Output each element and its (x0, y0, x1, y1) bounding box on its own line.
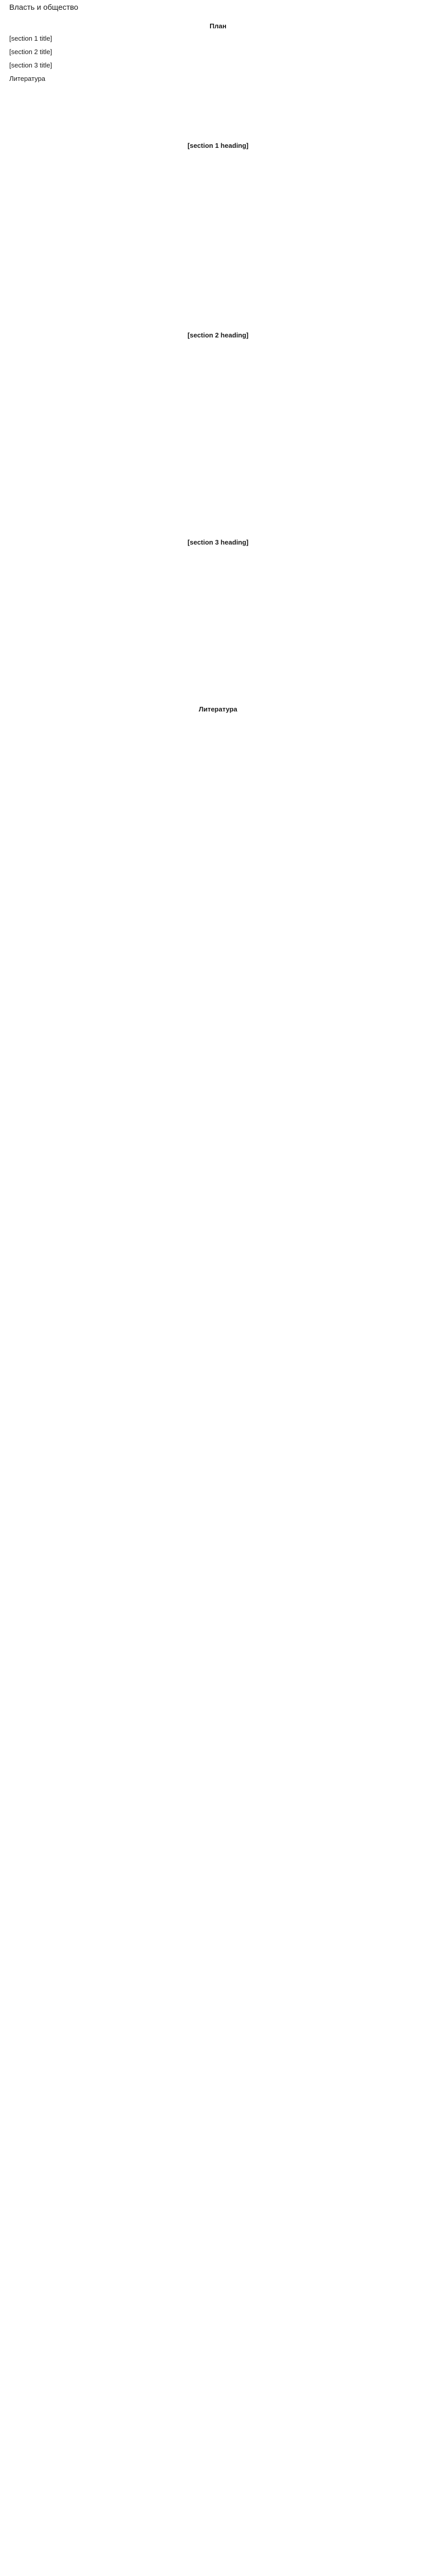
reference-item (23, 730, 430, 739)
plan-item (9, 34, 430, 43)
section-1-list-item (6, 290, 430, 299)
plan-item (9, 74, 430, 83)
plan-link-references[interactable]: Литература (9, 75, 45, 82)
section-2-paragraph (6, 343, 430, 352)
section-3-paragraph (6, 649, 430, 658)
section-1-paragraph (6, 203, 430, 212)
section-2-paragraph (6, 393, 430, 402)
spacer (6, 417, 430, 531)
plan-item (9, 61, 430, 70)
plan-link-section-1[interactable]: [section 1 title] (9, 35, 53, 42)
plan-heading: План (210, 22, 226, 30)
section-3-paragraph (6, 587, 430, 597)
section-3-paragraph (6, 674, 430, 683)
section-1-list-item (6, 265, 430, 274)
section-2-paragraph (6, 380, 430, 389)
section-1-paragraph (6, 314, 430, 324)
references-list (23, 718, 430, 784)
reference-item (23, 764, 430, 773)
spacer (6, 88, 430, 134)
section-3-paragraph (6, 662, 430, 671)
section-3-paragraph (6, 600, 430, 609)
section-1-paragraph (6, 228, 430, 237)
reference-item (23, 718, 430, 727)
section-2-heading: [section 2 heading] (187, 331, 249, 339)
section-1-list-item (6, 277, 430, 286)
references-heading: Литература (199, 705, 237, 713)
section-1-paragraph (6, 240, 430, 249)
section-3-paragraph (6, 686, 430, 696)
section-1-list-item (6, 302, 430, 311)
section-3-paragraph (6, 575, 430, 584)
reference-item (23, 741, 430, 750)
plan-link-section-2[interactable]: [section 2 title] (9, 48, 53, 56)
section-2-paragraph (6, 368, 430, 377)
plan-item (9, 47, 430, 57)
section-2-paragraph (6, 405, 430, 414)
section-1-heading: [section 1 heading] (187, 142, 249, 149)
plan-list (9, 34, 430, 83)
document-page (0, 3, 436, 2576)
section-2-paragraph (6, 355, 430, 365)
section-1-list-item (6, 252, 430, 262)
plan-link-section-3[interactable]: [section 3 title] (9, 61, 53, 69)
section-1-paragraph (6, 166, 430, 175)
section-3-paragraph (6, 550, 430, 560)
section-1-paragraph (6, 178, 430, 188)
section-3-paragraph (6, 563, 430, 572)
section-3-heading: [section 3 heading] (187, 538, 249, 546)
section-1-paragraph (6, 191, 430, 200)
section-3-paragraph (6, 637, 430, 646)
reference-item (23, 752, 430, 761)
section-1-paragraph (6, 154, 430, 163)
section-3-paragraph (6, 612, 430, 621)
section-1-paragraph (6, 215, 430, 225)
section-3-paragraph (6, 624, 430, 634)
reference-item (23, 775, 430, 784)
page-title: Власть и общество (9, 3, 78, 12)
